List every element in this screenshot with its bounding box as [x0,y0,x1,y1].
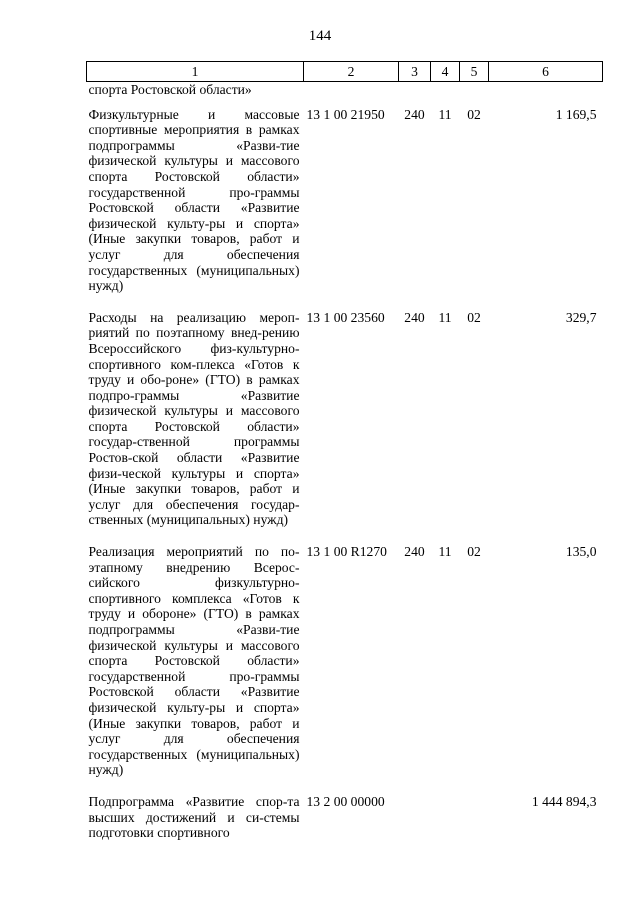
row-vr [399,794,431,841]
column-header-5: 5 [460,62,489,82]
row-pr [460,794,489,841]
row-code: 13 2 00 00000 [306,793,385,809]
row-pr: 02 [467,544,481,560]
budget-table [86,61,603,841]
row-rz [431,794,460,841]
row-rz: 11 [438,309,452,325]
row-name: Реализация мероприятий по по-этапному внедрению Всерос-сийского физкультурно-спортивного комплекса «Готов к труду и обороне» (ГТО) в рамках подпрограммы «Разви-тие физической культуры и массового спорта Ростовской области» государственной про-граммы Ростовской области «Развитие физической культу-ры и спорта» (Иные закупки товаров, работ и услуг для обеспечения государственных (муниципальных) нужд) [88,544,300,778]
row-vr: 240 [404,309,425,325]
page-number: 144 [308,28,332,44]
row-pr: 02 [467,106,481,122]
continuation-row [87,82,603,98]
column-header-1: 1 [87,62,304,82]
row-name: Подпрограмма «Развитие спор-та высших достижений и си-стемы подготовки спортивного [88,793,300,841]
table-header-row [87,62,603,82]
table-row [87,544,603,794]
column-header-2: 2 [304,62,399,82]
row-rz: 11 [438,544,452,560]
row-pr: 02 [467,309,481,325]
continuation-text: спорта Ростовской области» [88,82,252,97]
row-amount: 135,0 [565,544,597,560]
row-rz: 11 [438,106,452,122]
column-header-3: 3 [399,62,431,82]
row-vr: 240 [404,106,425,122]
row-amount: 1 444 894,3 [531,793,597,809]
row-name: Физкультурные и массовые спортивные мероприятия в рамках подпрограммы «Разви-тие физической культуры и массового спорта Ростовской области» государственной про-граммы Ростовской области «Развитие физической культу-ры и спорта» (Иные закупки товаров, работ и услуг для обеспечения государственных (муниципальных) нужд) [88,106,300,294]
table-row [87,310,603,544]
row-vr: 240 [404,544,425,560]
column-header-4: 4 [431,62,460,82]
table-row [87,107,603,310]
row-code: 13 1 00 R1270 [306,544,387,560]
row-amount: 1 169,5 [555,106,597,122]
row-amount: 329,7 [565,309,597,325]
row-code: 13 1 00 23560 [306,309,385,325]
table-row [87,794,603,841]
row-code: 13 1 00 21950 [306,106,385,122]
column-header-6: 6 [489,62,603,82]
row-name: Расходы на реализацию мероп-риятий по поэтапному внед-рению Всероссийского физ-культурно-спортивного ком-плекса «Готов к труду и обо-роне» (ГТО) в рамках подпро-граммы «Развитие физической культуры и массового спорта Ростовской области» государ-ственной программы Ростов-ской области «Развитие физи-ческой культуры и спорта» (Иные закупки товаров, работ и услуг для обеспечения государ-ственных (муниципальных) нужд) [88,309,300,528]
